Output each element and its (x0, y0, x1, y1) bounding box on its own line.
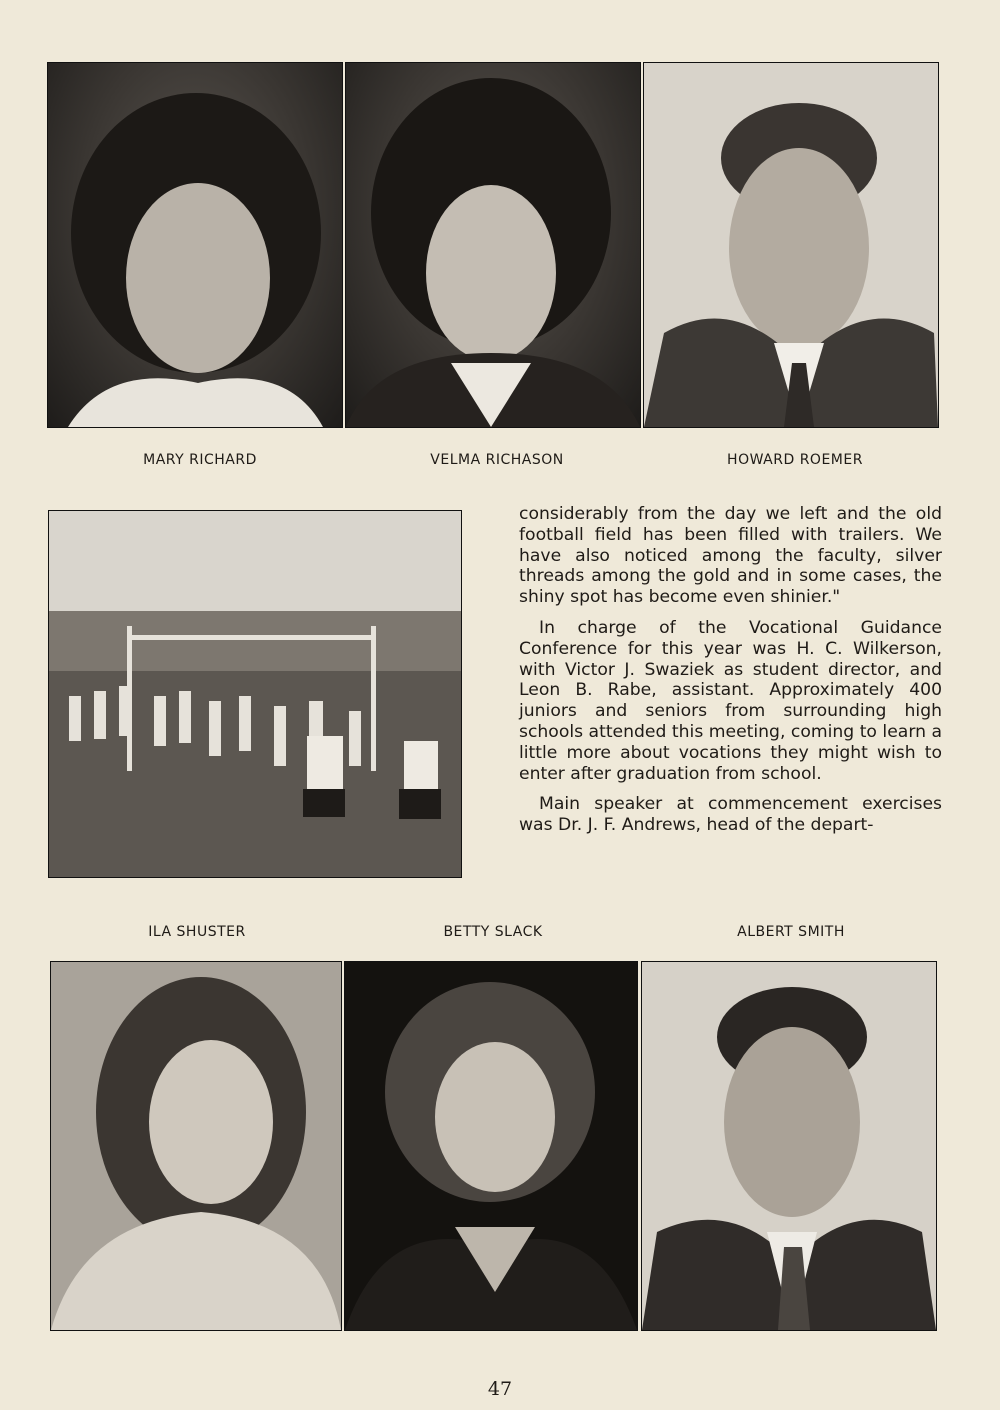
portrait-photo-howard-roemer (643, 62, 939, 428)
caption-howard-roemer: HOWARD ROEMER (727, 452, 863, 468)
portrait-photo-velma-richason (345, 62, 641, 428)
caption-velma-richason: VELMA RICHASON (430, 452, 564, 468)
band-photo (48, 510, 462, 878)
article-paragraph: In charge of the Vocational Guidance Conference for this year was H. C. Wilkerson, with Victor J. Swaziek as student director, and Leon B. Rabe, assistant. Approximately 400 juniors and seniors from surrounding high schools attended this meeting, coming to learn a little more about vocations they might wish to enter after graduation from school. (519, 617, 942, 784)
page-number: 47 (487, 1378, 513, 1400)
portrait-photo-ila-shuster (50, 961, 342, 1331)
portrait-photo-mary-richard (47, 62, 343, 428)
portrait-photo-albert-smith (641, 961, 937, 1331)
caption-ila-shuster: ILA SHUSTER (148, 924, 246, 940)
portrait-photo-betty-slack (344, 961, 638, 1331)
caption-mary-richard: MARY RICHARD (143, 452, 257, 468)
article-paragraph: Main speaker at commencement exercises was Dr. J. F. Andrews, head of the depart- (519, 794, 942, 836)
article-paragraph: considerably from the day we left and the old football field has been filled with trailers. We have also noticed among the faculty, silver threads among the gold and in some cases, the shiny spot has become even shinier." (519, 504, 942, 608)
caption-albert-smith: ALBERT SMITH (737, 924, 845, 940)
caption-betty-slack: BETTY SLACK (443, 924, 543, 940)
article-text (519, 504, 942, 846)
